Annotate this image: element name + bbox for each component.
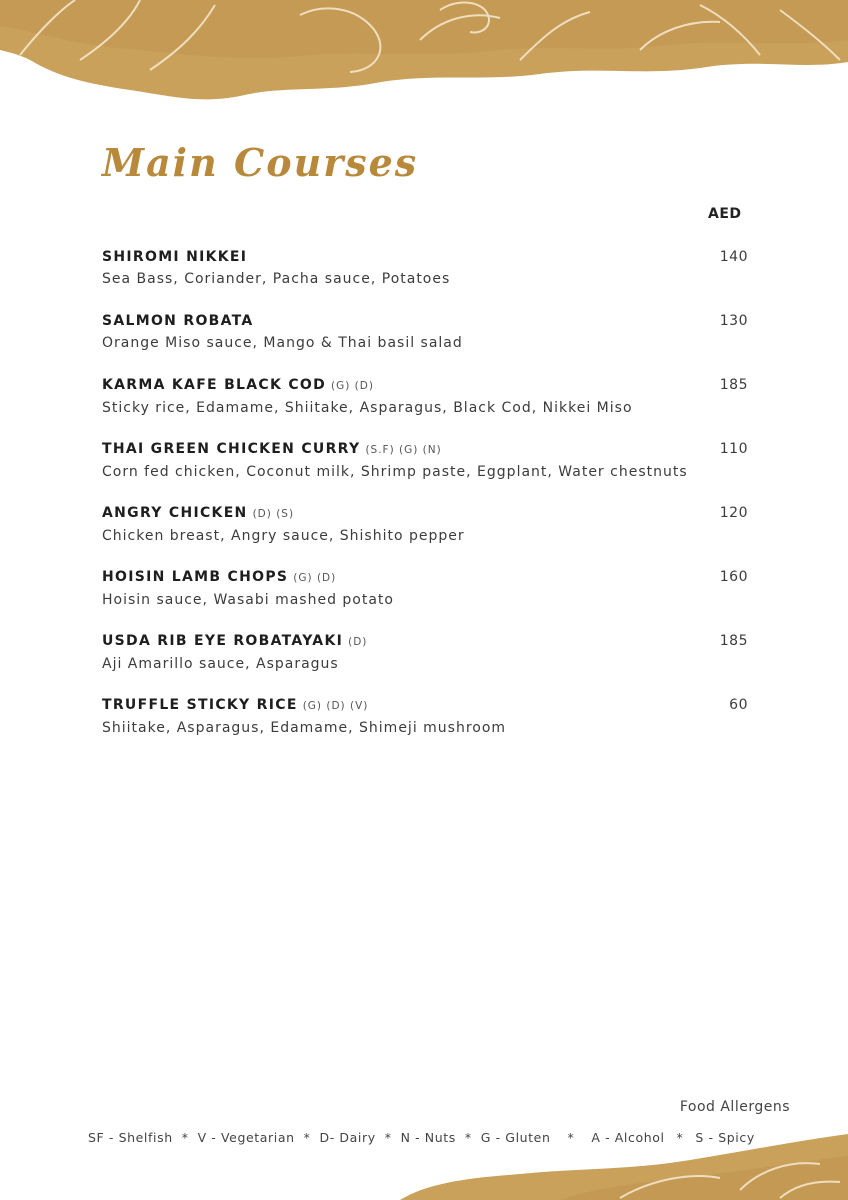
menu-item-description: Aji Amarillo sauce, Asparagus <box>102 656 339 672</box>
menu-item <box>102 248 748 312</box>
menu-item-description: Shiitake, Asparagus, Edamame, Shimeji mushroom <box>102 720 507 736</box>
allergen-separator: * <box>384 1130 392 1145</box>
menu-item-description: Sea Bass, Coriander, Pacha sauce, Potatoes <box>102 271 451 287</box>
allergen-separator: * <box>676 1130 684 1145</box>
menu-item-allergen-tags: (D) <box>348 636 368 648</box>
menu-item <box>102 440 748 504</box>
menu-item-price: 185 <box>719 377 748 393</box>
menu-item-description: Hoisin sauce, Wasabi mashed potato <box>102 592 394 608</box>
menu-item-allergen-tags: (S.F) (G) (N) <box>365 444 442 456</box>
menu-item-name: KARMA KAFE BLACK COD (G) (D) <box>102 377 374 393</box>
menu-item <box>102 568 748 632</box>
menu-item-price: 130 <box>719 313 748 329</box>
menu-list <box>102 248 748 760</box>
menu-item-name: ANGRY CHICKEN (D) (S) <box>102 505 295 521</box>
menu-item-name: THAI GREEN CHICKEN CURRY (S.F) (G) (N) <box>102 441 442 457</box>
top-decorative-banner <box>0 0 848 110</box>
allergens-legend <box>88 1130 755 1145</box>
menu-item-price: 160 <box>719 569 748 585</box>
menu-item-price: 185 <box>719 633 748 649</box>
allergen-item: S - Spicy <box>695 1130 755 1145</box>
menu-item-name: SHIROMI NIKKEI <box>102 249 248 265</box>
menu-item-description: Sticky rice, Edamame, Shiitake, Asparagus, Black Cod, Nikkei Miso <box>102 400 633 416</box>
menu-item-price: 140 <box>719 249 748 265</box>
allergen-item: G - Gluten <box>480 1130 551 1145</box>
menu-item-name: USDA RIB EYE ROBATAYAKI (D) <box>102 633 368 649</box>
menu-item <box>102 504 748 568</box>
currency-label: AED <box>708 206 742 222</box>
menu-item-name: HOISIN LAMB CHOPS (G) (D) <box>102 569 337 585</box>
allergen-item: SF - Shelfish <box>88 1130 173 1145</box>
allergen-item: N - Nuts <box>400 1130 456 1145</box>
menu-item-name: SALMON ROBATA <box>102 313 254 329</box>
allergens-heading: Food Allergens <box>679 1099 790 1115</box>
allergen-separator: * <box>464 1130 472 1145</box>
menu-item-price: 120 <box>719 505 748 521</box>
menu-item <box>102 376 748 440</box>
menu-item-price: 110 <box>719 441 748 457</box>
allergen-separator: * <box>303 1130 311 1145</box>
menu-item <box>102 632 748 696</box>
menu-item-allergen-tags: (D) (S) <box>252 508 295 520</box>
menu-item-description: Corn fed chicken, Coconut milk, Shrimp paste, Eggplant, Water chestnuts <box>102 464 688 480</box>
menu-item-description: Chicken breast, Angry sauce, Shishito pepper <box>102 528 465 544</box>
menu-item-price: 60 <box>729 697 748 713</box>
allergen-separator: * <box>181 1130 189 1145</box>
allergen-item: D- Dairy <box>319 1130 376 1145</box>
menu-item-name: TRUFFLE STICKY RICE (G) (D) (V) <box>102 697 369 713</box>
menu-item-allergen-tags: (G) (D) <box>331 380 374 392</box>
allergen-item: V - Vegetarian <box>197 1130 295 1145</box>
menu-item-allergen-tags: (G) (D) <box>293 572 337 584</box>
menu-item <box>102 312 748 376</box>
allergen-item: A - Alcohol <box>591 1130 665 1145</box>
menu-item <box>102 696 748 760</box>
page-title: Main Courses <box>102 140 419 185</box>
menu-item-description: Orange Miso sauce, Mango & Thai basil salad <box>102 335 463 351</box>
allergen-separator: * <box>567 1130 575 1145</box>
menu-item-allergen-tags: (G) (D) (V) <box>302 700 369 712</box>
